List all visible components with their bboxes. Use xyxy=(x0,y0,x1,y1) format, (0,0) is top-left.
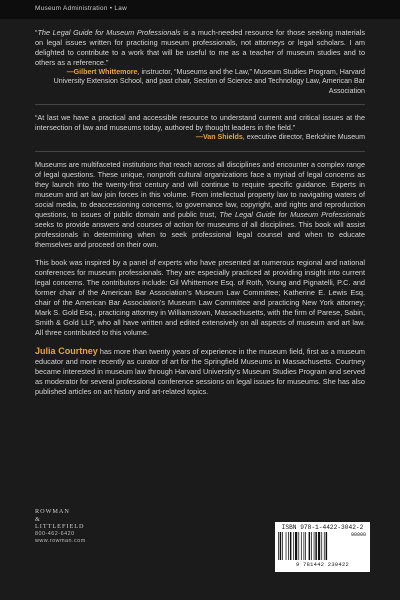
praise-title: , executive director, Berkshire Museum xyxy=(242,133,365,142)
cover-text xyxy=(35,28,365,405)
publisher-logo xyxy=(35,508,95,546)
barcode-bar xyxy=(293,532,294,560)
barcode-bar xyxy=(298,532,299,560)
barcode-bars xyxy=(277,532,345,562)
barcode-bar xyxy=(286,532,287,560)
barcode-bar xyxy=(282,532,283,560)
isbn-label: ISBN 978-1-4422-3042-2 xyxy=(281,524,364,531)
barcode-bar xyxy=(304,532,305,560)
barcode-bar xyxy=(324,532,325,560)
publisher-name-1: ROWMAN xyxy=(35,508,70,515)
author-bio xyxy=(35,346,365,397)
barcode-bar xyxy=(301,532,302,560)
publisher-ampersand: & xyxy=(35,515,41,523)
author-bio-text: has more than twenty years of experience in the museum field, first as a museum educator and more recently as curator of art for the Springfield Museums in Massachusetts. Courtney became interested in museum law through Harvard University’s Museum Studies Program and served as moderator for several professional conference sessions on legal issues for museums. She has also published articles on art history and art-related topics. xyxy=(35,346,365,396)
description-book-title: The Legal Guide for Museum Professionals xyxy=(219,209,365,219)
divider xyxy=(35,104,365,105)
quote-book-title: The Legal Guide for Museum Professionals xyxy=(37,28,181,37)
publisher-phone: 800-462-6420 xyxy=(35,530,75,537)
praise-title: , instructor, “Museums and the Law,” Museum Studies Program, Harvard University Extension School, and past chair, Section of Science and Technology Law, American Bar Association xyxy=(53,68,365,95)
barcode-bar xyxy=(278,532,279,560)
barcode-bar xyxy=(315,532,317,560)
barcode-bar xyxy=(311,532,312,560)
category-label: Museum Administration • Law xyxy=(35,5,128,12)
description-text: Museums are multifaceted institutions that reach across all disciplines and encounter a complex range of legal questions. These unique, nonprofit cultural organizations face a myriad of legal concerns as they launch into the twenty-first century and will continue to require specific guidance. Experts in museum and art law join forces in this volume. From intellectual property law to navigating waters of social media, to deaccessioning concerns, to governance law, copyright, and rights and reproduction questions, to issues of public domain and public trust, xyxy=(35,159,365,219)
quote-open: “ xyxy=(35,28,38,37)
divider xyxy=(35,151,365,152)
publisher-url: www.rowman.com xyxy=(35,538,86,545)
barcode-bar xyxy=(280,532,282,560)
barcode-bar xyxy=(318,532,320,560)
barcode-bar xyxy=(305,532,306,560)
barcode-bar xyxy=(288,532,289,560)
description-paragraph-2: This book was inspired by a panel of experts who have presented at numerous regional and national conferences for museum professionals. They are especially practiced at providing insight into current legal concerns. The contributors include: Gil Whittemore Esq. of Roth, Young and Pignatelli, P.C. and former chair of the American Bar Association’s Museum Law Committee; Katherine E. Lewis Esq. chair of the American Bar Association’s Museum Law Committee and practicing New York attorney; Mark S. Gold Esq., practicing attorney in Williamstown, Massachusetts, with the firm of Parese, Sabin, Smith & Gold LLP, who all have written and edited extensively on all aspects of museum and art law. All three contributed to this volume. xyxy=(35,257,365,337)
barcode-bar xyxy=(326,532,328,560)
book-description xyxy=(35,160,365,397)
author-name: Julia Courtney xyxy=(35,345,98,356)
price-code: 90000 xyxy=(350,532,366,538)
barcode-bar xyxy=(321,532,322,560)
praise-quote-1 xyxy=(35,28,365,68)
praise-quote-2: “At last we have a practical and accessible resource to understand current and critical issues at the intersection of law and museums today, authored by thought leaders in the field.” xyxy=(35,113,365,133)
barcode-digits: 9 781442 230422 xyxy=(295,562,350,568)
publisher-name-2: LITTLEFIELD xyxy=(35,523,85,531)
barcode-bar xyxy=(295,532,297,560)
description-paragraph-1 xyxy=(35,160,365,250)
praise-attribution-2 xyxy=(35,133,365,142)
barcode-bar xyxy=(290,532,292,560)
barcode-bar xyxy=(314,532,315,560)
barcode xyxy=(275,522,370,572)
praise-attribution-1 xyxy=(35,68,365,96)
barcode-bar xyxy=(309,532,311,560)
category-bar xyxy=(0,0,400,19)
praise-name: —Gilbert Whittemore xyxy=(66,68,138,76)
description-text: seeks to provide answers and courses of action for museums of all disciplines. This book will assist professionals in determining when to seek professional legal counsel and when to educate themselves and proceed on their own. xyxy=(35,219,365,249)
praise-name: —Van Shields xyxy=(195,133,243,142)
quote-text: is a much-needed resource for those seeking materials on legal issues written for practicing museum professionals, not attorneys or legal scholars. I am delighted to contribute to a work that will be useful to me as a teacher of museum studies and to others as a reference.” xyxy=(35,28,365,67)
